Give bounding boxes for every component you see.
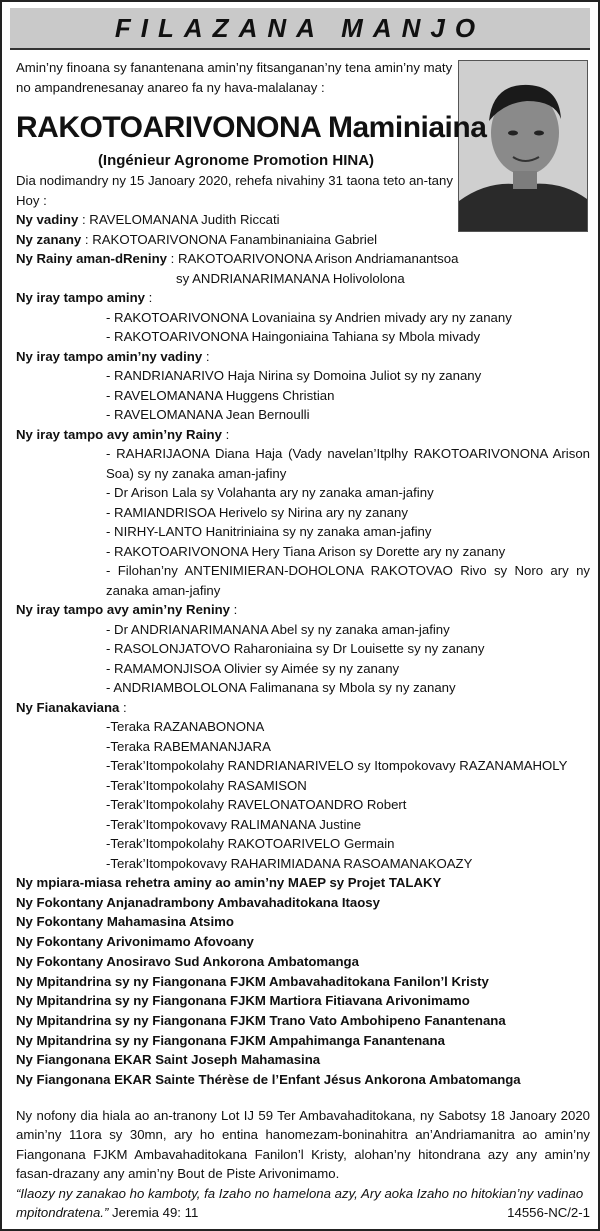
obituary-body [16,58,590,1223]
list-item: -Terak’Itompokolahy RAKOTOARIVELO Germain [106,836,395,851]
list-item: - RANDRIANARIVO Haja Nirina sy Domoina Juliot sy ny zanany [106,368,482,383]
organization-item: Ny Mpitandrina sy ny Fiangonana FJKM Ambavahaditokana Fanilon’l Kristy [16,973,489,989]
organization-item: Ny Fokontany Anjanadrambony Ambavahaditokana Itaosy [16,894,380,910]
notice-code: 14556-NC/2-1 [507,1205,590,1221]
organization-item: Ny Mpitandrina sy ny Fiangonana FJKM Martiora Fitiavana Arivonimamo [16,993,470,1009]
group-heading: Ny Fianakaviana : [16,699,127,715]
children-line: Ny zanany : RAKOTOARIVONONA Fanambinaniaina Gabriel [16,231,378,247]
group-heading: Ny iray tampo aminy : [16,290,153,305]
deceased-name: RAKOTOARIVONONA Maminiaina [16,111,487,144]
list-item: - RAMIANDRISOA Herivelo sy Nirina ary ny zanany [106,504,408,520]
list-item: - RAKOTOARIVONONA Lovaniaina sy Andrien mivady ary ny zanany [106,309,512,325]
list-item: -Terak’Itompokovavy RAHARIMIADANA RASOAMANAKOAZY [106,855,473,871]
organization-item: Ny Mpitandrina sy ny Fiangonana FJKM Ampahimanga Fanantenana [16,1032,445,1048]
organization-item: Ny Fokontany Mahamasina Atsimo [16,914,234,930]
spouse-line: Ny vadiny : RAVELOMANANA Judith Riccati [16,212,280,227]
list-item: - Dr Arison Lala sy Volahanta ary ny zanaka aman-jafiny [106,485,434,500]
death-notice: Dia nodimandry ny 15 Janoary 2020, rehefa nivahiny 31 taona teto an-tany Hoy : [16,173,453,208]
list-item: - RAVELOMANANA Jean Bernoulli [106,407,310,422]
intro-text: Amin’ny finoana sy fanantenana amin’ny fitsanganan’ny tena amin’ny maty no ampandrenesanay anareo fa ny hava-malalanay : [16,60,453,95]
list-item: - RAMAMONJISOA Olivier sy Aimée sy ny zanany [106,660,400,676]
list-item: - RAHARIJAONA Diana Haja (Vady navelan’Itplhy RAKOTOARIVONONA Arison Soa) sy ny zanaka aman-jafiny [106,446,590,481]
group-heading: Ny iray tampo avy amin’ny Rainy : [16,426,230,442]
list-item: - ANDRIAMBOLOLONA Falimanana sy Mbola sy ny zanany [106,680,456,695]
list-item: - RAVELOMANANA Huggens Christian [106,387,335,403]
group-heading: Ny iray tampo amin’ny vadiny : [16,348,210,364]
list-item: - NIRHY-LANTO Hanitriniaina sy ny zanaka aman-jafiny [106,524,432,539]
list-item: -Terak’Itompokovavy RALIMANANA Justine [106,816,362,832]
organization-item: Ny Fokontany Anosiravo Sud Ankorona Ambatomanga [16,953,359,969]
organization-item: Ny mpiara-miasa rehetra aminy ao amin’ny MAEP sy Projet TALAKY [16,875,442,890]
organization-item: Ny Mpitandrina sy ny Fiangonana FJKM Trano Vato Ambohipeno Fanantenana [16,1012,506,1028]
list-item: - RASOLONJATOVO Raharoniaina sy Dr Louisette sy ny zanany [106,641,485,656]
parents-line-2: sy ANDRIANARIMANANA Holivololona [176,270,405,286]
family-groups [16,288,590,873]
list-item: - RAKOTOARIVONONA Hery Tiana Arison sy Dorette ary ny zanany [106,543,506,559]
header-banner [10,8,590,50]
list-item: - RAKOTOARIVONONA Haingoniaina Tahiana sy Mbola mivady [106,329,481,344]
list-item: -Terak’Itompokolahy RASAMISON [106,777,307,793]
quote-block [16,1184,590,1223]
list-item: -Teraka RABEMANANJARA [106,738,271,754]
deceased-title: (Ingénieur Agronome Promotion HINA) [97,152,375,169]
organization-item: Ny Fiangonana EKAR Sainte Thérèse de l’Enfant Jésus Ankorona Ambatomanga [16,1072,521,1088]
group-heading: Ny iray tampo avy amin’ny Reniny : [16,602,238,617]
quote-reference: Jeremia 49: 11 [108,1205,199,1221]
parents-line: Ny Rainy aman-dReniny : RAKOTOARIVONONA Arison Andriamanantsoa [16,251,459,266]
list-item: - Dr ANDRIANARIMANANA Abel sy ny zanaka aman-jafiny [106,621,450,637]
organizations-list [16,873,590,1090]
organization-item: Ny Fokontany Arivonimamo Afovoany [16,934,254,950]
list-item: -Terak’Itompokolahy RAVELONATOANDRO Robert [106,797,407,812]
header-title: FILAZANA MANJO [114,12,486,43]
list-item: -Terak’Itompokolahy RANDRIANARIVELO sy Itompokovavy RAZANAMAHOLY [106,758,568,773]
funeral-details: Ny nofony dia hiala ao an-tranony Lot IJ 59 Ter Ambavahaditokana, ny Sabotsy 18 Janoary 2020 amin’ny 11ora sy 30mn, ary ho entina hanomezam-boninahitra an’Andriamanitra ao amin’ny Fiangonana FJKM Ambavahaditokana Fanilon’l Kristy, alohan’ny hitondrana azy any amin’ny fasan-drazany any amin’ny Bout de Piste Arivonimamo. [16,1107,590,1182]
list-item: -Teraka RAZANABONONA [106,719,265,734]
organization-item: Ny Fiangonana EKAR Saint Joseph Mahamasina [16,1052,321,1068]
bible-quote: “Ilaozy ny zanakao ho kamboty, fa Izaho no hamelona azy, Ary aoka Izaho no hitokian’ny vadinao mpitondratena.” [16,1185,584,1221]
list-item: - Filohan’ny ANTENIMIERAN-DOHOLONA RAKOTOVAO Rivo sy Noro ary ny zanaka aman-jafiny [106,563,590,598]
